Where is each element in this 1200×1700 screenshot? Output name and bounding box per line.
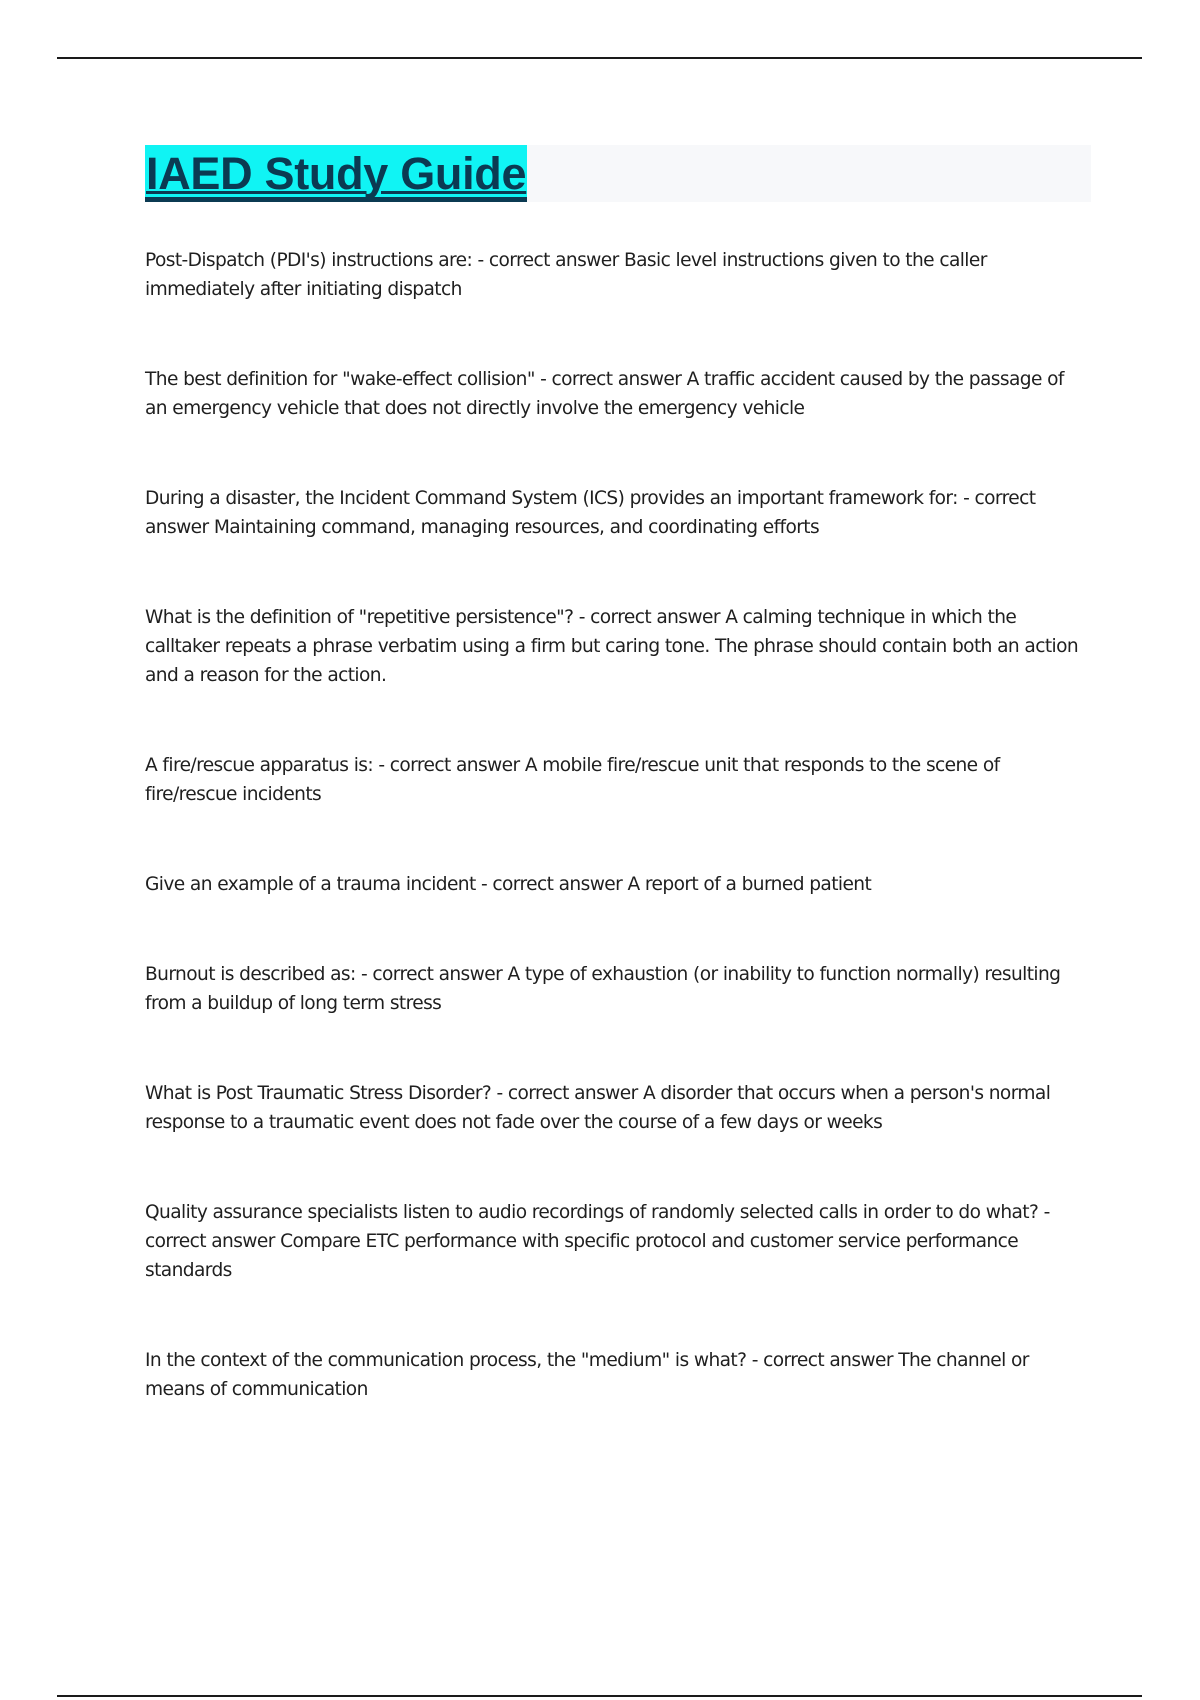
qa-item: Quality assurance specialists listen to audio recordings of randomly selected calls in order to do what? - correct answer Compare ETC performance with specific protocol and customer service performance standards: [145, 1202, 1050, 1281]
page-content: [145, 145, 1091, 1465]
qa-item: Give an example of a trauma incident - correct answer A report of a burned patient: [145, 874, 872, 895]
qa-item: Post-Dispatch (PDI's) instructions are: - correct answer Basic level instructions given to the caller immediately after initiating dispatch: [145, 250, 987, 300]
qa-item: In the context of the communication process, the "medium" is what? - correct answer The channel or means of communication: [145, 1350, 1029, 1400]
title-band: [145, 145, 1091, 202]
qa-item: What is Post Traumatic Stress Disorder? - correct answer A disorder that occurs when a person's normal response to a traumatic event does not fade over the course of a few days or weeks: [145, 1083, 1051, 1133]
qa-item: During a disaster, the Incident Command System (ICS) provides an important framework for: - correct answer Maintaining command, managing resources, and coordinating efforts: [145, 488, 1036, 538]
qa-list: [145, 246, 1091, 1404]
qa-item: Burnout is described as: - correct answer A type of exhaustion (or inability to function normally) resulting from a buildup of long term stress: [145, 964, 1061, 1014]
top-divider: [57, 57, 1142, 59]
bottom-divider: [57, 1695, 1142, 1697]
qa-item: The best definition for "wake-effect collision" - correct answer A traffic accident caused by the passage of an emergency vehicle that does not directly involve the emergency vehicle: [145, 369, 1064, 419]
document-title: IAED Study Guide: [145, 145, 527, 202]
qa-item: What is the definition of "repetitive persistence"? - correct answer A calming technique in which the calltaker repeats a phrase verbatim using a firm but caring tone. The phrase should contain both an action and a reason for the action.: [145, 607, 1079, 686]
qa-item: A fire/rescue apparatus is: - correct answer A mobile fire/rescue unit that responds to the scene of fire/rescue incidents: [145, 755, 1000, 805]
